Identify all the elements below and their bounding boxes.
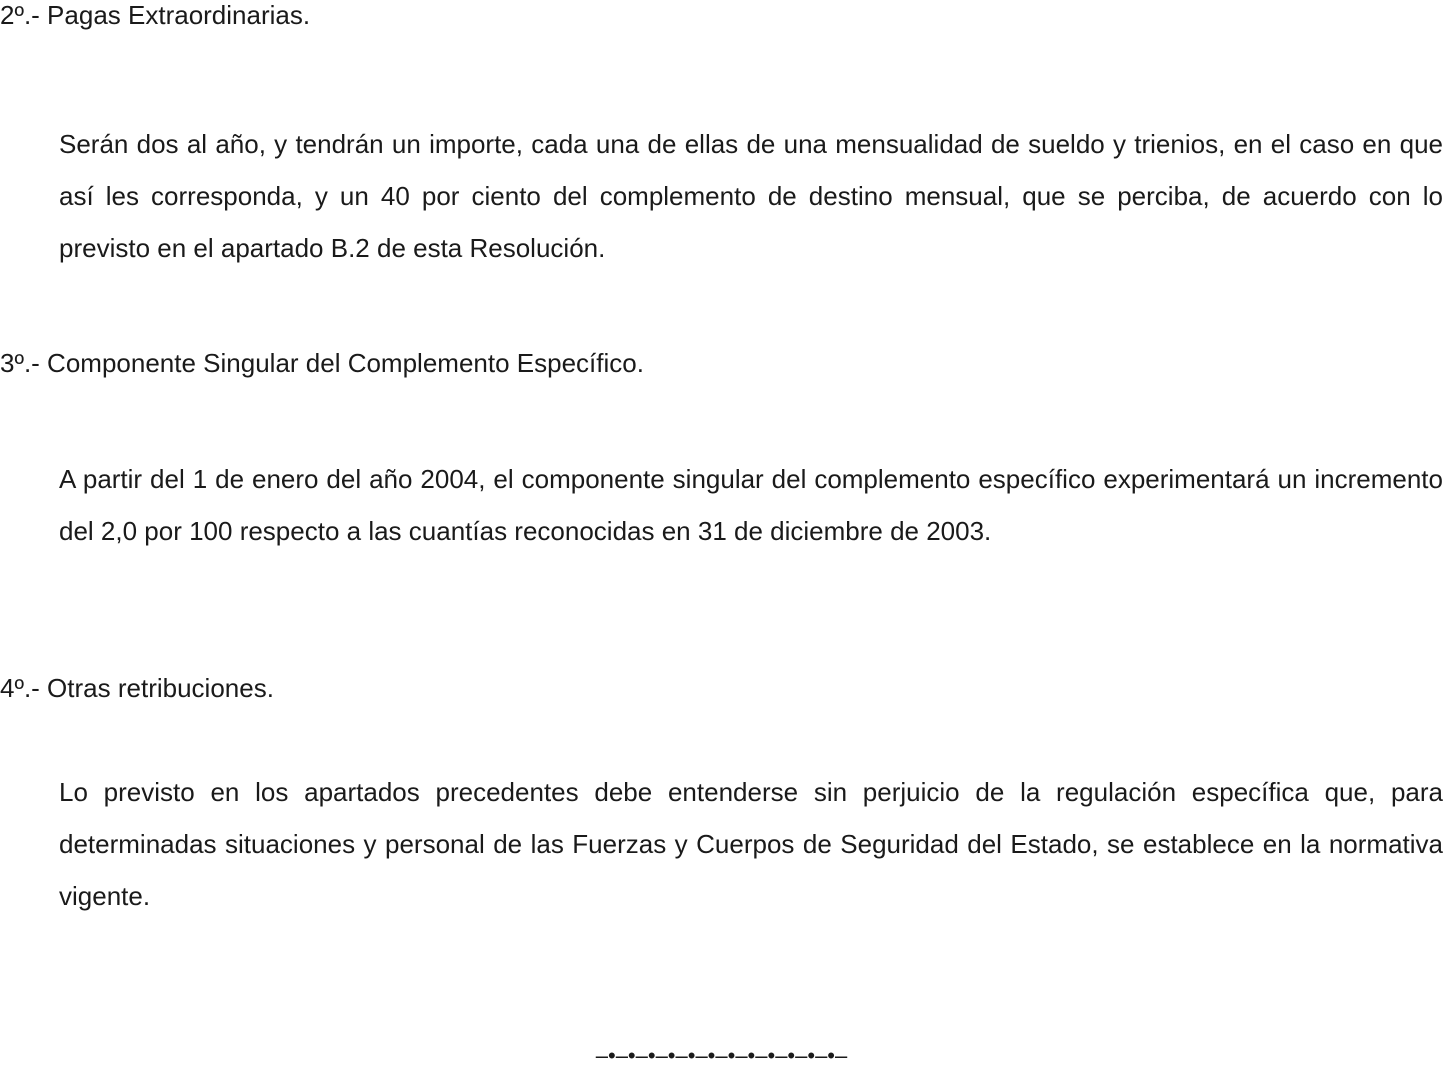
section-paragraph-componente-singular: A partir del 1 de enero del año 2004, el componente singular del complemento específico experimentará un incremento del 2,0 por 100 respecto a las cuantías reconocidas en 31 de diciembre de 2003. (59, 464, 1443, 546)
end-ornament-divider: –•–•–•–•–•–•–•–•–•–•–•–•– (595, 1043, 848, 1068)
section-heading-pagas-extraordinarias: 2º.- Pagas Extraordinarias. (0, 0, 311, 30)
section-heading-componente-singular: 3º.- Componente Singular del Complemento Específico. (0, 348, 644, 378)
section-paragraph-pagas-extraordinarias: Serán dos al año, y tendrán un importe, cada una de ellas de una mensualidad de sueldo y trienios, en el caso en que así les corresponda, y un 40 por ciento del complemento de destino mensual, que se perciba, de acuerdo con lo previsto en el apartado B.2 de esta Resolución. (59, 129, 1443, 263)
section-paragraph-otras-retribuciones: Lo previsto en los apartados precedentes debe entenderse sin perjuicio de la regulación específica que, para determinadas situaciones y personal de las Fuerzas y Cuerpos de Seguridad del Estado, se establece en la normativa vigente. (59, 777, 1443, 911)
section-heading-otras-retribuciones: 4º.- Otras retribuciones. (0, 673, 274, 703)
